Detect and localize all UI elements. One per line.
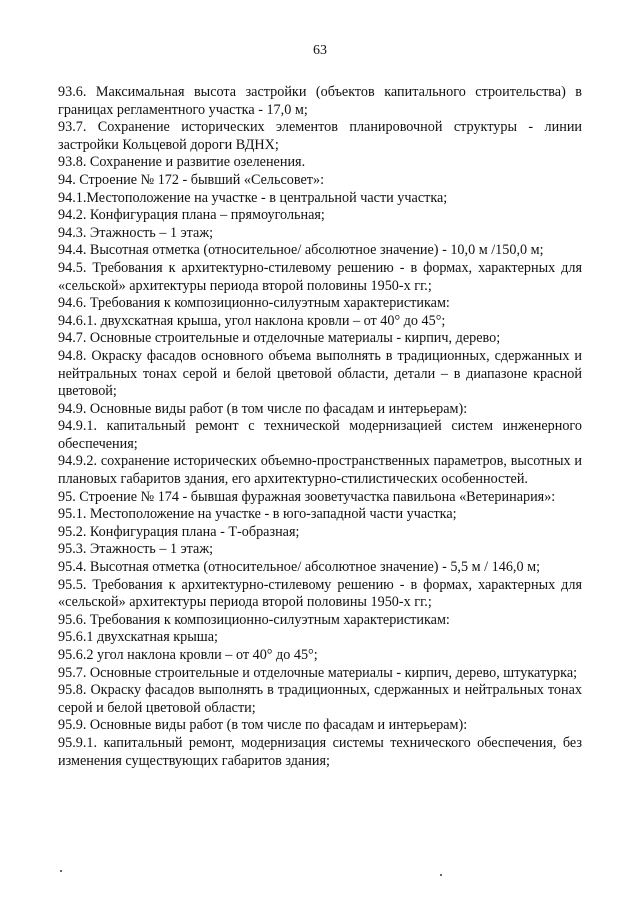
paragraph: 95.1. Местоположение на участке - в юго-западной части участка; (58, 506, 457, 523)
paragraph: 95.3. Этажность – 1 этаж; (58, 541, 214, 558)
paragraph: 94.2. Конфигурация плана – прямоугольная; (58, 207, 325, 224)
paragraph: 95.7. Основные строительные и отделочные материалы - кирпич, дерево, штукатурка; (58, 664, 578, 681)
paragraph: 94.7. Основные строительные и отделочные материалы - кирпич, дерево; (58, 330, 501, 347)
paragraph: 94.4. Высотная отметка (относительное/ абсолютное значение) - 10,0 м /150,0 м; (58, 242, 544, 259)
paragraph: 94. Строение № 172 - бывший «Сельсовет»: (58, 171, 325, 188)
scan-speck (60, 870, 62, 872)
paragraph: 95.8. Окраску фасадов выполнять в традиционных, сдержанных и нейтральных тонах серой и белой цветовой области; (58, 682, 582, 716)
paragraph: 94.3. Этажность – 1 этаж; (58, 224, 214, 241)
page-number: 63 (313, 43, 327, 58)
paragraph: 95.4. Высотная отметка (относительное/ абсолютное значение) - 5,5 м / 146,0 м; (58, 559, 541, 576)
document-body (58, 84, 582, 770)
paragraph: 94.1.Местоположение на участке - в центральной части участка; (58, 189, 448, 206)
paragraph: 95. Строение № 174 - бывшая фуражная зооветучастка павильона «Ветеринария»: (58, 488, 556, 505)
paragraph: 94.8. Окраску фасадов основного объема выполнять в традиционных, сдержанных и нейтральных тонах серой и белой цветовой области, детали – в диапазоне красной цветовой; (58, 347, 582, 400)
paragraph: 95.9. Основные виды работ (в том числе по фасадам и интерьерам): (58, 717, 468, 734)
paragraph: 94.9.1. капитальный ремонт с технической модернизацией систем инженерного обеспечения; (58, 418, 582, 452)
paragraph: 94.6.1. двухскатная крыша, угол наклона кровли – от 40° до 45°; (58, 312, 446, 329)
paragraph: 94.5. Требования к архитектурно-стилевому решению - в формах, характерных для «сельской» архитектуры периода второй половины 1950-х гг.; (58, 259, 582, 294)
paragraph: 94.6. Требования к композиционно-силуэтным характеристикам: (58, 295, 450, 312)
paragraph: 95.2. Конфигурация плана - Т-образная; (58, 523, 300, 540)
paragraph: 95.5. Требования к архитектурно-стилевому решению - в формах, характерных для «сельской» архитектуры периода второй половины 1950-х гг.; (58, 576, 582, 611)
paragraph: 95.6. Требования к композиционно-силуэтным характеристикам: (58, 611, 450, 628)
paragraph: 95.9.1. капитальный ремонт, модернизация системы технического обеспечения, без изменения существующих габаритов здания; (58, 734, 582, 769)
paragraph: 94.9. Основные виды работ (в том числе по фасадам и интерьерам): (58, 400, 468, 417)
scan-speck (440, 874, 442, 876)
paragraph: 95.6.2 угол наклона кровли – от 40° до 45°; (58, 647, 318, 663)
paragraph: 94.9.2. сохранение исторических объемно-пространственных параметров, высотных и плановых габаритов здания, его архитектурно-стилистических особенностей. (58, 453, 582, 488)
paragraph: 93.6. Максимальная высота застройки (объектов капитального строительства) в границах регламентного участка - 17,0 м; (58, 84, 582, 118)
paragraph: 93.8. Сохранение и развитие озеленения. (58, 154, 306, 171)
paragraph: 95.6.1 двухскатная крыша; (58, 629, 218, 646)
paragraph: 93.7. Сохранение исторических элементов планировочной структуры - линии застройки Кольцевой дороги ВДНХ; (58, 119, 582, 153)
